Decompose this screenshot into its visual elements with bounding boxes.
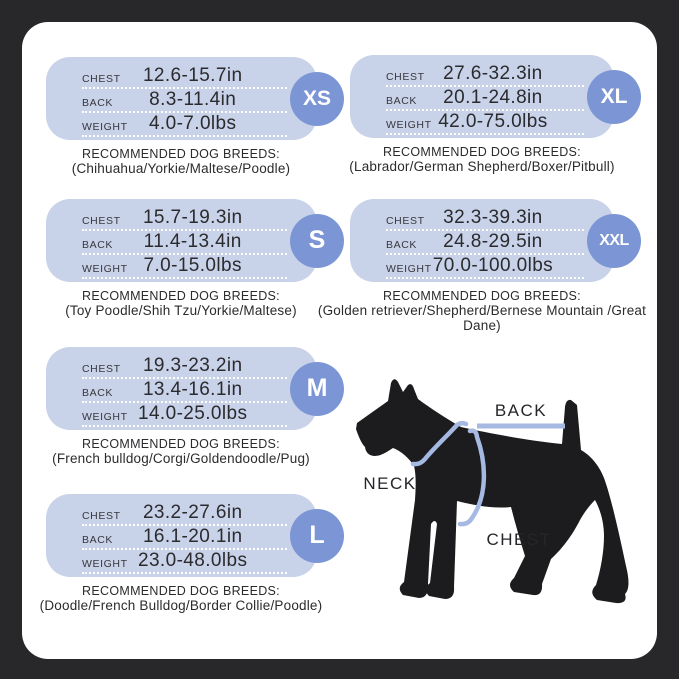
diagram-back-label: BACK bbox=[494, 401, 548, 420]
breeds-list: (Golden retriever/Shepherd/Bernese Mountain /Great Dane) bbox=[317, 303, 647, 333]
measure-row-chest bbox=[82, 502, 287, 526]
size-card-xxl bbox=[350, 199, 629, 282]
measure-row-back bbox=[82, 526, 287, 550]
measure-row-weight bbox=[386, 255, 584, 279]
measure-row-back bbox=[82, 89, 287, 113]
back-label: BACK bbox=[386, 95, 417, 107]
measure-row-weight bbox=[82, 113, 287, 137]
back-value: 24.8-29.5in bbox=[443, 231, 543, 252]
size-badge-l: L bbox=[290, 509, 344, 563]
measure-row-weight bbox=[82, 550, 287, 574]
measure-row-weight bbox=[386, 111, 584, 135]
chest-value: 19.3-23.2in bbox=[142, 355, 243, 376]
measure-row-chest bbox=[386, 63, 584, 87]
breeds-caption-s bbox=[16, 289, 346, 319]
size-badge-s: S bbox=[290, 214, 344, 268]
size-badge-xl: XL bbox=[587, 70, 641, 124]
size-card-m bbox=[46, 347, 328, 430]
weight-label: WEIGHT bbox=[82, 411, 128, 423]
back-value: 11.4-13.4in bbox=[143, 231, 242, 252]
weight-label: WEIGHT bbox=[386, 119, 432, 131]
chest-label: CHEST bbox=[82, 510, 121, 522]
diagram-neck-label: NECK bbox=[363, 474, 417, 493]
size-card-xl bbox=[350, 55, 628, 138]
breeds-list: (Chihuahua/Yorkie/Maltese/Poodle) bbox=[71, 161, 291, 176]
size-block-m bbox=[46, 347, 328, 467]
recommended-heading: RECOMMENDED DOG BREEDS: bbox=[82, 437, 280, 451]
measure-row-weight bbox=[82, 255, 287, 279]
measure-row-chest bbox=[82, 207, 287, 231]
recommended-heading: RECOMMENDED DOG BREEDS: bbox=[383, 289, 581, 303]
chest-label: CHEST bbox=[82, 215, 121, 227]
breeds-list: (Labrador/German Shepherd/Boxer/Pitbull) bbox=[349, 159, 615, 174]
recommended-heading: RECOMMENDED DOG BREEDS: bbox=[82, 584, 280, 598]
chest-value: 12.6-15.7in bbox=[142, 65, 243, 86]
breeds-caption-xl bbox=[317, 145, 647, 175]
weight-value: 23.0-48.0lbs bbox=[138, 550, 248, 571]
weight-label: WEIGHT bbox=[82, 121, 128, 133]
back-value: 20.1-24.8in bbox=[443, 87, 543, 108]
chest-value: 23.2-27.6in bbox=[142, 502, 243, 523]
size-card-xs bbox=[46, 57, 331, 140]
chest-label: CHEST bbox=[386, 71, 425, 83]
weight-value: 14.0-25.0lbs bbox=[138, 403, 248, 424]
size-block-xxl bbox=[317, 199, 647, 334]
back-value: 16.1-20.1in bbox=[142, 526, 243, 547]
back-label: BACK bbox=[82, 239, 113, 251]
back-label: BACK bbox=[386, 239, 417, 251]
chest-value: 15.7-19.3in bbox=[142, 207, 243, 228]
back-label: BACK bbox=[82, 97, 113, 109]
measure-row-chest bbox=[386, 207, 584, 231]
weight-label: WEIGHT bbox=[386, 263, 432, 275]
chest-value: 32.3-39.3in bbox=[443, 207, 543, 228]
measure-row-chest bbox=[82, 355, 287, 379]
back-value: 13.4-16.1in bbox=[142, 379, 243, 400]
size-block-l bbox=[39, 494, 325, 614]
weight-value: 42.0-75.0lbs bbox=[438, 111, 548, 132]
chest-label: CHEST bbox=[82, 363, 121, 375]
measure-row-back bbox=[82, 379, 287, 403]
diagram-chest-label: CHEST bbox=[486, 530, 552, 549]
breeds-caption-m bbox=[16, 437, 346, 467]
breeds-list: (Toy Poodle/Shih Tzu/Yorkie/Maltese) bbox=[65, 303, 297, 318]
weight-label: WEIGHT bbox=[82, 263, 128, 275]
recommended-heading: RECOMMENDED DOG BREEDS: bbox=[82, 147, 280, 161]
chest-label: CHEST bbox=[386, 215, 425, 227]
back-label: BACK bbox=[82, 387, 113, 399]
measure-row-back bbox=[386, 231, 584, 255]
size-card-l bbox=[46, 494, 325, 577]
size-block-xs bbox=[46, 57, 331, 177]
recommended-heading: RECOMMENDED DOG BREEDS: bbox=[82, 289, 280, 303]
weight-value: 4.0-7.0lbs bbox=[148, 113, 237, 134]
measure-row-back bbox=[386, 87, 584, 111]
back-label: BACK bbox=[82, 534, 113, 546]
breeds-caption-xs bbox=[16, 147, 346, 177]
weight-value: 7.0-15.0lbs bbox=[143, 255, 242, 276]
content-panel bbox=[22, 22, 657, 659]
weight-label: WEIGHT bbox=[82, 558, 128, 570]
breeds-caption-l bbox=[16, 584, 346, 614]
chest-label: CHEST bbox=[82, 73, 121, 85]
size-badge-xs: XS bbox=[290, 72, 344, 126]
measure-row-weight bbox=[82, 403, 287, 427]
measure-row-chest bbox=[82, 65, 287, 89]
size-badge-xxl: XXL bbox=[587, 214, 641, 268]
breeds-caption-xxl bbox=[317, 289, 647, 334]
size-block-s bbox=[46, 199, 326, 319]
size-badge-m: M bbox=[290, 362, 344, 416]
weight-value: 70.0-100.0lbs bbox=[432, 255, 554, 276]
chest-value: 27.6-32.3in bbox=[443, 63, 543, 84]
breeds-list: (French bulldog/Corgi/Goldendoodle/Pug) bbox=[52, 451, 310, 466]
measure-row-back bbox=[82, 231, 287, 255]
size-block-xl bbox=[349, 55, 628, 175]
breeds-list: (Doodle/French Bulldog/Border Collie/Poodle) bbox=[39, 598, 323, 613]
recommended-heading: RECOMMENDED DOG BREEDS: bbox=[383, 145, 581, 159]
back-value: 8.3-11.4in bbox=[149, 89, 237, 110]
size-card-s bbox=[46, 199, 326, 282]
